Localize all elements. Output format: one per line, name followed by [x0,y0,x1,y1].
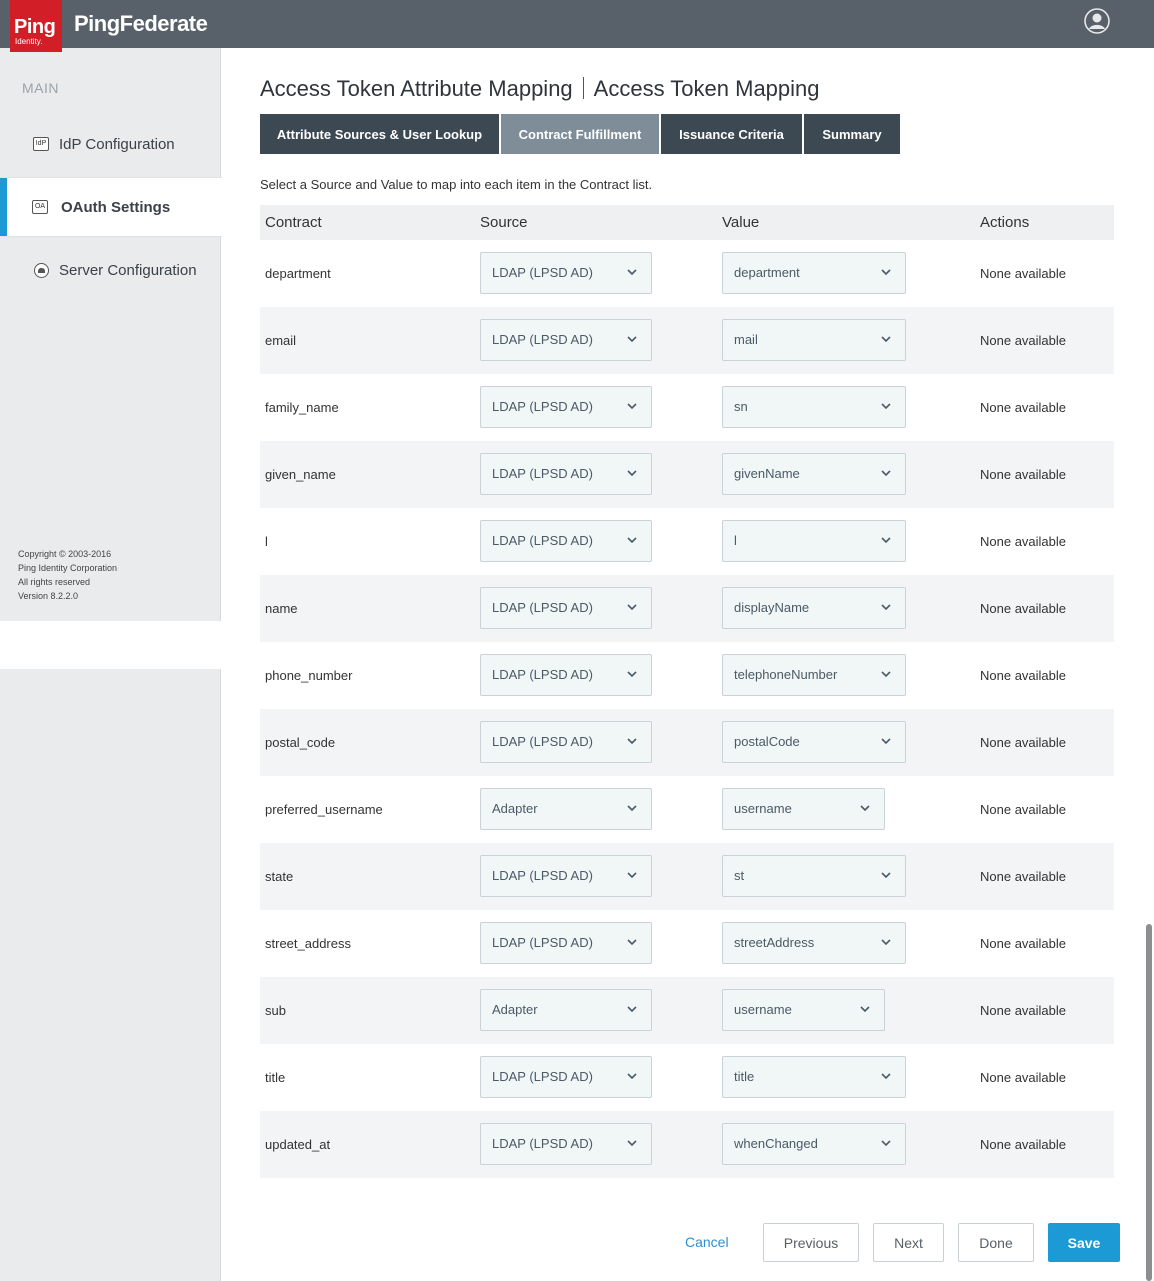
table-row [260,843,1114,910]
sidebar-item-idp-configuration[interactable] [0,114,221,174]
value-select[interactable] [722,319,906,361]
chevron-down-icon [627,602,637,612]
chevron-down-icon [881,334,891,344]
value-value: telephoneNumber [734,667,838,682]
chevron-down-icon [627,669,637,679]
value-value: whenChanged [734,1136,818,1151]
chevron-down-icon [627,468,637,478]
source-select[interactable] [480,654,652,696]
source-value: LDAP (LPSD AD) [492,868,593,883]
idp-icon: IdP [33,137,49,151]
column-header-source: Source [480,214,528,231]
contract-table [260,205,1114,1178]
tab-contract-fulfillment[interactable]: Contract Fulfillment [501,114,661,154]
source-select[interactable] [480,252,652,294]
source-select[interactable] [480,788,652,830]
value-value: sn [734,399,748,414]
contract-name: updated_at [265,1137,331,1152]
version: Version 8.2.2.0 [18,591,79,601]
contract-name: state [265,869,294,884]
wizard-tabs [260,114,900,154]
active-indicator [0,178,7,236]
logo-word: Ping [14,16,56,38]
copyright [18,547,117,603]
contract-name: l [265,534,268,549]
table-row [260,1111,1114,1178]
table-row [260,977,1114,1044]
chevron-down-icon [881,602,891,612]
actions-text: None available [980,333,1067,348]
chevron-down-icon [881,468,891,478]
actions-text: None available [980,400,1067,415]
table-row [260,240,1114,307]
actions-text: None available [980,266,1067,281]
chevron-down-icon [881,267,891,277]
contract-name: email [265,333,297,348]
table-row [260,776,1114,843]
value-value: displayName [734,600,810,615]
sidebar-item-server-configuration[interactable] [0,240,221,300]
value-select[interactable] [722,1123,906,1165]
value-value: username [734,1002,792,1017]
table-row [260,910,1114,977]
value-value: l [734,533,737,548]
top-bar [0,0,1154,48]
chevron-down-icon [881,1138,891,1148]
value-select[interactable] [722,788,885,830]
source-select[interactable] [480,1056,652,1098]
next-button[interactable]: Next [873,1223,944,1262]
chevron-down-icon [881,870,891,880]
page-title-sub: Access Token Mapping [593,76,820,101]
chevron-down-icon [627,401,637,411]
value-value: postalCode [734,734,800,749]
source-value: Adapter [492,801,538,816]
value-select[interactable] [722,453,906,495]
source-value: LDAP (LPSD AD) [492,667,593,682]
source-select[interactable] [480,587,652,629]
column-header-actions: Actions [980,214,1030,231]
value-select[interactable] [722,386,906,428]
sidebar [0,48,221,621]
value-value: mail [734,332,758,347]
value-value: givenName [734,466,800,481]
table-body [260,240,1114,1178]
sidebar-item-label: Server Configuration [59,261,197,279]
source-value: LDAP (LPSD AD) [492,935,593,950]
source-value: LDAP (LPSD AD) [492,600,593,615]
source-value: LDAP (LPSD AD) [492,466,593,481]
oa-icon: OA [32,200,48,214]
chevron-down-icon [881,669,891,679]
actions-text: None available [980,1003,1067,1018]
source-select[interactable] [480,453,652,495]
cancel-link[interactable]: Cancel [685,1234,729,1250]
sidebar-item-oauth-settings[interactable] [0,177,222,237]
actions-text: None available [980,534,1067,549]
page-title [260,76,820,102]
sidebar-heading: MAIN [22,80,59,96]
contract-name: phone_number [265,668,353,683]
column-header-value: Value [722,214,760,231]
table-row [260,508,1114,575]
user-avatar-icon[interactable] [1084,8,1110,34]
contract-name: name [265,601,298,616]
table-row [260,307,1114,374]
source-value: LDAP (LPSD AD) [492,1069,593,1084]
actions-text: None available [980,802,1067,817]
actions-text: None available [980,1070,1067,1085]
table-row [260,642,1114,709]
logo-sub: Identity. [15,37,43,46]
scrollbar[interactable] [1146,924,1152,1281]
source-value: Adapter [492,1002,538,1017]
source-value: LDAP (LPSD AD) [492,734,593,749]
value-select[interactable] [722,989,885,1031]
value-select[interactable] [722,252,906,294]
source-value: LDAP (LPSD AD) [492,533,593,548]
chevron-down-icon [881,937,891,947]
tab-issuance-criteria[interactable]: Issuance Criteria [661,114,804,154]
table-row [260,709,1114,776]
ping-identity-logo[interactable] [10,0,62,52]
table-row [260,374,1114,441]
table-header [260,205,1114,240]
sidebar-lower [0,669,221,1281]
save-button[interactable]: Save [1048,1223,1120,1262]
source-select[interactable] [480,319,652,361]
sidebar-item-label: IdP Configuration [59,135,175,153]
contract-name: department [265,266,331,281]
actions-text: None available [980,869,1067,884]
source-value: LDAP (LPSD AD) [492,399,593,414]
server-icon [34,263,49,278]
value-value: streetAddress [734,935,815,950]
chevron-down-icon [627,937,637,947]
actions-text: None available [980,601,1067,616]
chevron-down-icon [627,334,637,344]
contract-name: preferred_username [265,802,383,817]
tab-attribute-sources[interactable]: Attribute Sources & User Lookup [260,114,501,154]
source-select[interactable] [480,520,652,562]
value-select[interactable] [722,922,906,964]
copyright-line: Copyright © 2003-2016 [18,549,112,559]
chevron-down-icon [627,535,637,545]
contract-name: family_name [265,400,339,415]
value-select[interactable] [722,587,906,629]
previous-button[interactable]: Previous [763,1223,859,1262]
chevron-down-icon [860,803,870,813]
column-header-contract: Contract [265,214,322,231]
value-select[interactable] [722,654,906,696]
source-select[interactable] [480,386,652,428]
chevron-down-icon [627,1004,637,1014]
source-value: LDAP (LPSD AD) [492,1136,593,1151]
active-arrow [222,178,231,238]
sidebar-item-label: OAuth Settings [61,198,171,216]
source-value: LDAP (LPSD AD) [492,332,593,347]
source-select[interactable] [480,922,652,964]
value-select[interactable] [722,855,906,897]
value-value: department [734,265,800,280]
chevron-down-icon [627,267,637,277]
chevron-down-icon [627,736,637,746]
done-button[interactable]: Done [958,1223,1034,1262]
source-select[interactable] [480,1123,652,1165]
source-value: LDAP (LPSD AD) [492,265,593,280]
contract-name: sub [265,1003,286,1018]
table-row [260,441,1114,508]
table-row [260,1044,1114,1111]
chevron-down-icon [881,1071,891,1081]
copyright-line: All rights reserved [18,577,91,587]
chevron-down-icon [881,401,891,411]
source-select[interactable] [480,855,652,897]
tab-summary[interactable]: Summary [804,114,900,154]
actions-text: None available [980,936,1067,951]
instructions: Select a Source and Value to map into each item in the Contract list. [260,177,653,192]
value-select[interactable] [722,1056,906,1098]
title-separator [583,77,584,99]
chevron-down-icon [881,535,891,545]
page-title-main: Access Token Attribute Mapping [260,76,573,101]
chevron-down-icon [627,1138,637,1148]
value-select[interactable] [722,721,906,763]
chevron-down-icon [881,736,891,746]
value-value: username [734,801,792,816]
chevron-down-icon [627,803,637,813]
chevron-down-icon [627,1071,637,1081]
source-select[interactable] [480,721,652,763]
chevron-down-icon [860,1004,870,1014]
value-value: st [734,868,745,883]
contract-name: title [265,1070,286,1085]
value-select[interactable] [722,520,906,562]
product-name: PingFederate [74,11,208,36]
contract-name: given_name [265,467,336,482]
source-select[interactable] [480,989,652,1031]
copyright-line: Ping Identity Corporation [18,563,118,573]
chevron-down-icon [627,870,637,880]
actions-text: None available [980,467,1067,482]
actions-text: None available [980,735,1067,750]
table-row [260,575,1114,642]
actions-text: None available [980,1137,1067,1152]
actions-text: None available [980,668,1067,683]
contract-name: street_address [265,936,351,951]
contract-name: postal_code [265,735,336,750]
value-value: title [734,1069,755,1084]
